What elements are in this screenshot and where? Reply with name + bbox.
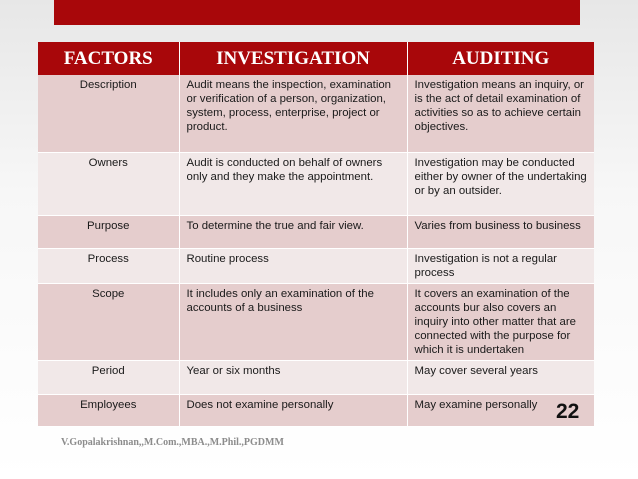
auditing-cell: Investigation may be conducted either by owner of the undertaking or by an outsider.: [407, 152, 594, 215]
auditing-cell: Investigation means an inquiry, or is the act of detail examination of activities so as to achieve certain objectives.: [407, 75, 594, 152]
table-row: [38, 152, 594, 215]
investigation-cell: Routine process: [179, 248, 407, 283]
table-row: [38, 75, 594, 152]
investigation-cell: Year or six months: [179, 360, 407, 394]
factor-cell: Employees: [38, 394, 179, 426]
table-header-row: [38, 42, 594, 75]
header-factors: FACTORS: [38, 42, 179, 75]
investigation-cell: To determine the true and fair view.: [179, 215, 407, 248]
table-row: [38, 215, 594, 248]
author-footer: V.Gopalakrishnan,,M.Com.,MBA.,M.Phil.,PGDMM: [61, 437, 284, 448]
auditing-cell: Varies from business to business: [407, 215, 594, 248]
auditing-cell: May cover several years: [407, 360, 594, 394]
auditing-cell: May examine personally: [407, 394, 594, 426]
factor-cell: Owners: [38, 152, 179, 215]
header-auditing: AUDITING: [407, 42, 594, 75]
top-accent-bar: [54, 0, 580, 25]
table-row: [38, 283, 594, 360]
factor-cell: Scope: [38, 283, 179, 360]
table-row: [38, 248, 594, 283]
table-row: [38, 394, 594, 426]
investigation-cell: It includes only an examination of the accounts of a business: [179, 283, 407, 360]
auditing-cell: Investigation is not a regular process: [407, 248, 594, 283]
factor-cell: Period: [38, 360, 179, 394]
table-row: [38, 360, 594, 394]
factor-cell: Purpose: [38, 215, 179, 248]
investigation-cell: Audit is conducted on behalf of owners only and they make the appointment.: [179, 152, 407, 215]
factor-cell: Description: [38, 75, 179, 152]
investigation-cell: Does not examine personally: [179, 394, 407, 426]
comparison-table: [38, 42, 594, 427]
header-investigation: INVESTIGATION: [179, 42, 407, 75]
auditing-cell: It covers an examination of the accounts bur also covers an inquiry into other matter that are connected with the purpose for which it is undertaken: [407, 283, 594, 360]
factor-cell: Process: [38, 248, 179, 283]
page-number: 22: [556, 400, 580, 423]
investigation-cell: Audit means the inspection, examination or verification of a person, organization, system, process, enterprise, project or product.: [179, 75, 407, 152]
